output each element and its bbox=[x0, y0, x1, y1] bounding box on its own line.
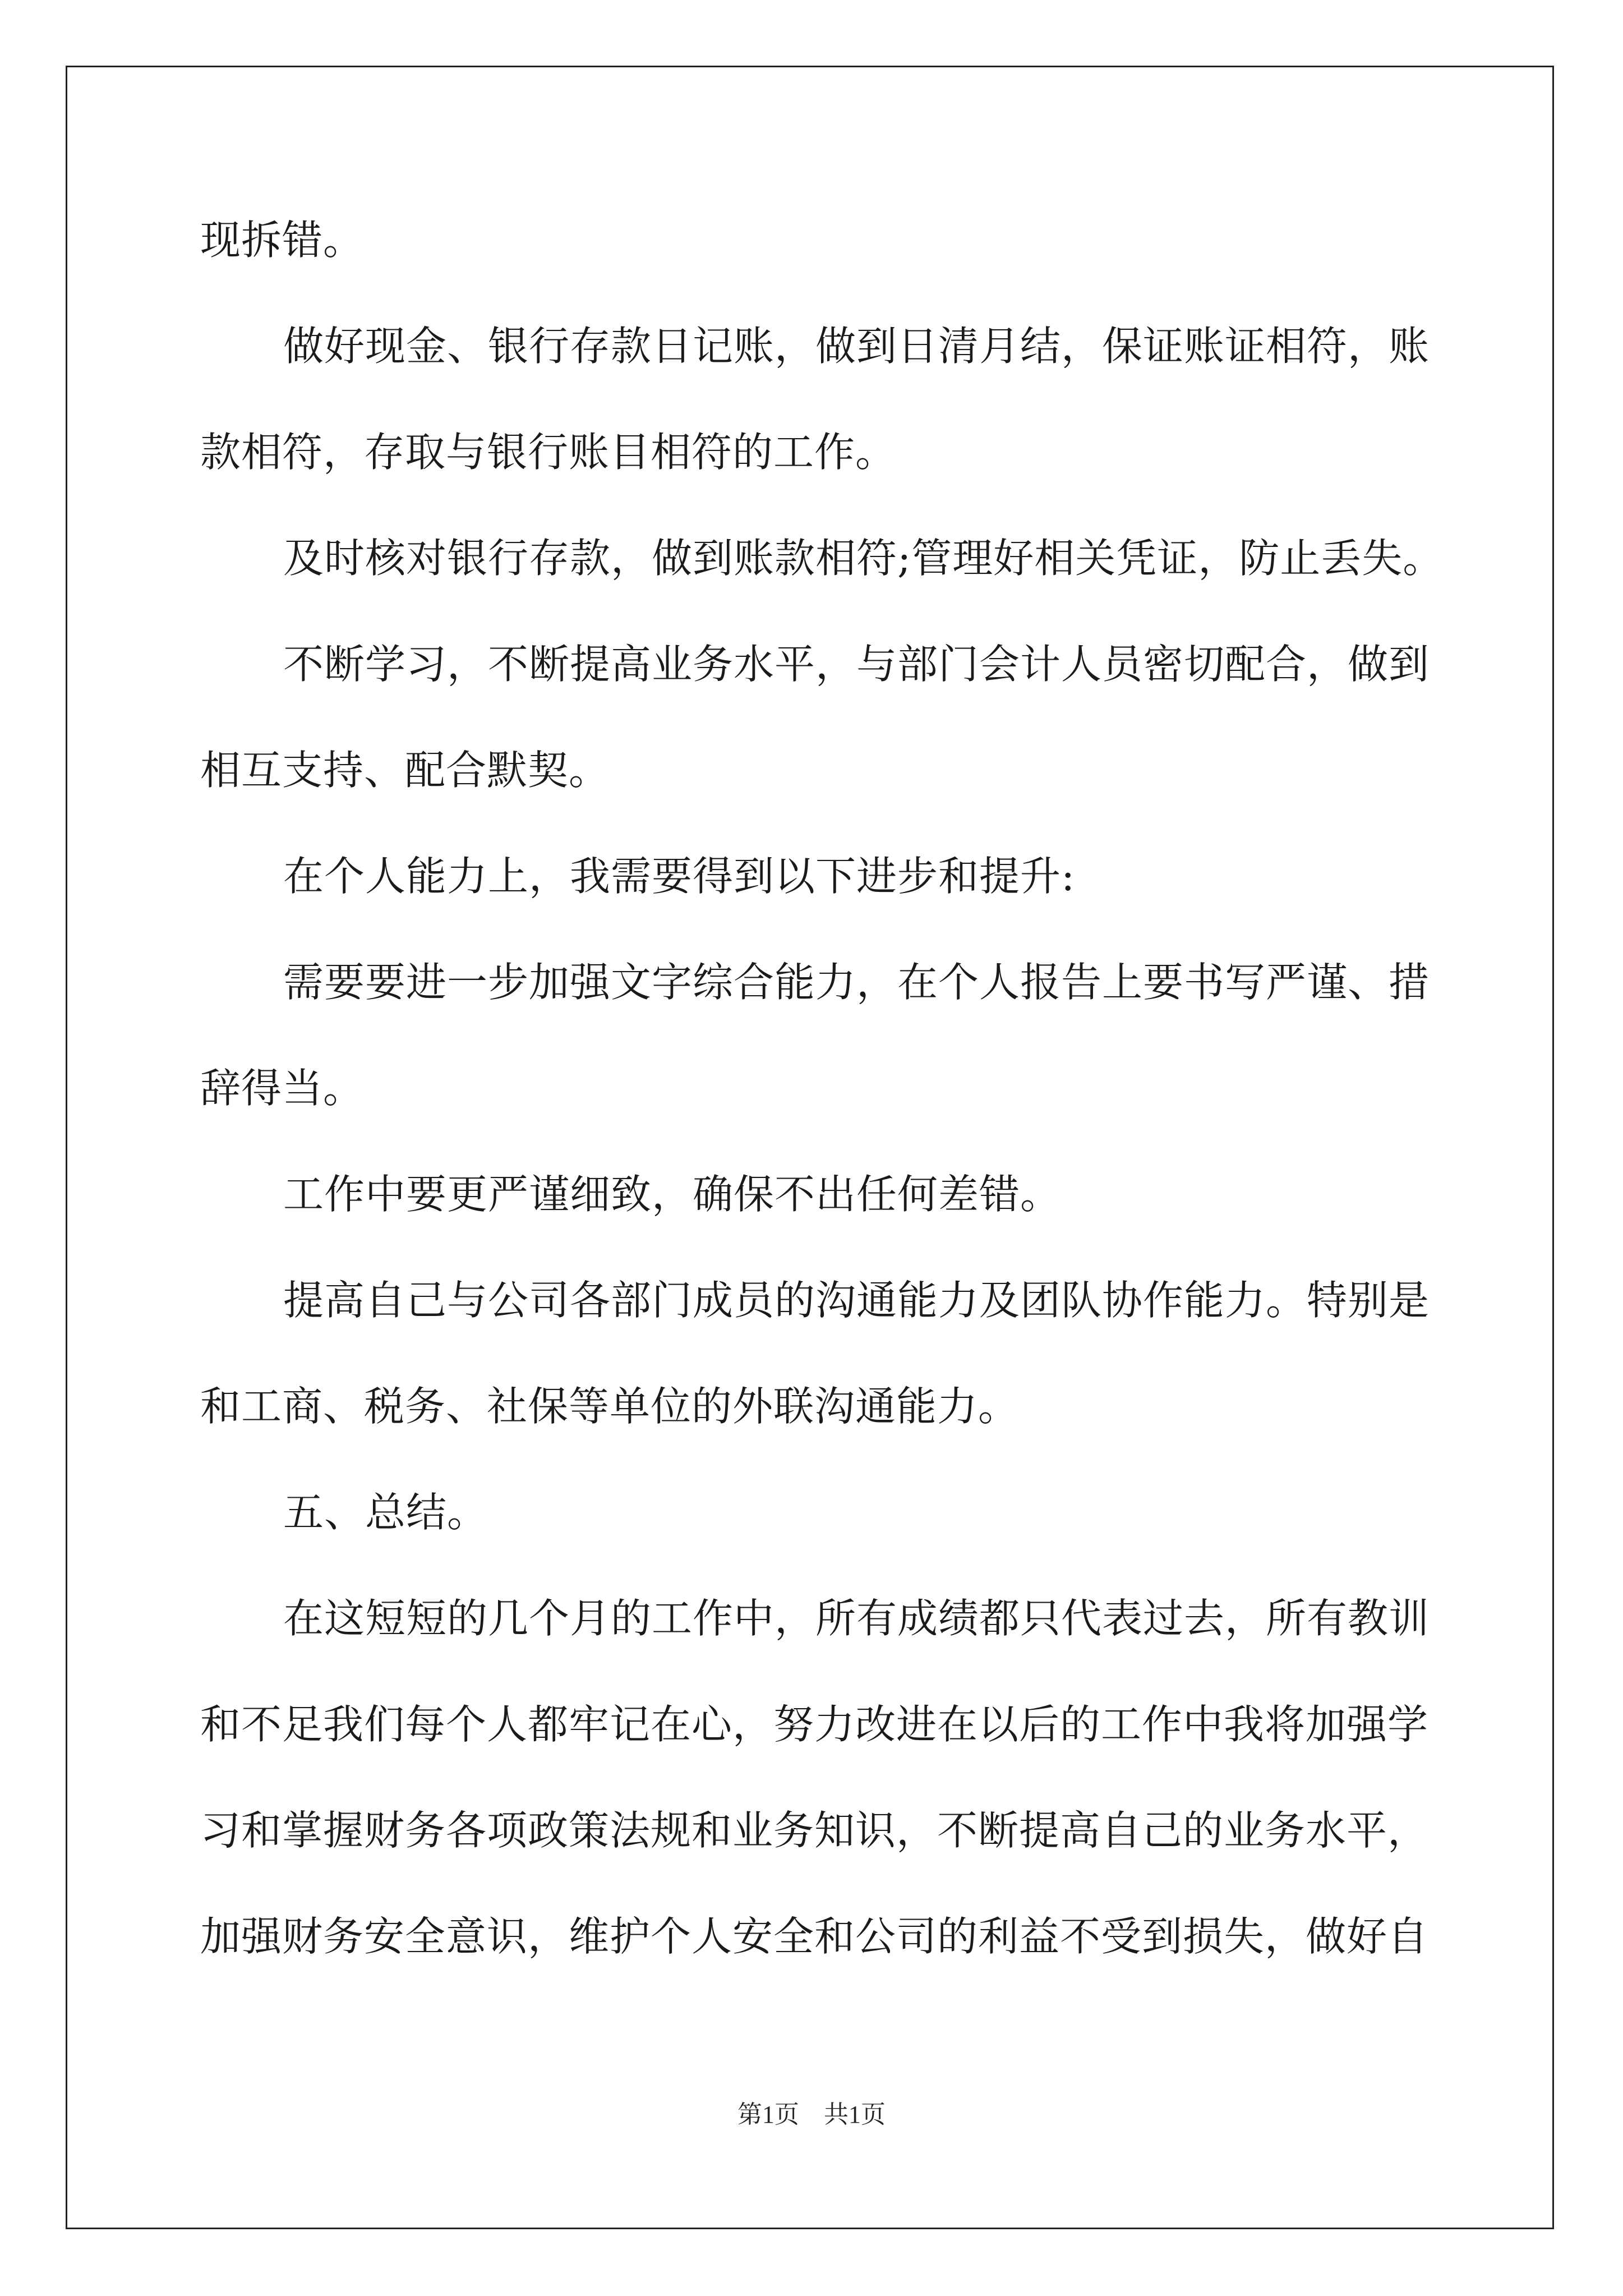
text-line: 和不足我们每个人都牢记在心，努力改进在以后的工作中我将加强学 bbox=[200, 1701, 1429, 1748]
text-line: 款相符，存取与银行账目相符的工作。 bbox=[200, 429, 897, 476]
text-line: 相互支持、配合默契。 bbox=[200, 747, 610, 794]
text-line: 加强财务安全意识，维护个人安全和公司的利益不受到损失，做好自 bbox=[200, 1913, 1429, 1960]
section-heading: 五、总结。 bbox=[283, 1489, 488, 1536]
text-line: 做好现金、银行存款日记账，做到日清月结，保证账证相符，账 bbox=[283, 323, 1430, 370]
text-line: 在个人能力上，我需要得到以下进步和提升: bbox=[283, 853, 1076, 900]
text-line: 辞得当。 bbox=[200, 1065, 365, 1112]
text-line: 和工商、税务、社保等单位的外联沟通能力。 bbox=[200, 1383, 1020, 1430]
text-line: 习和掌握财务各项政策法规和业务知识，不断提高自己的业务水平， bbox=[200, 1807, 1429, 1854]
text-line: 及时核对银行存款，做到账款相符;管理好相关凭证，防止丢失。 bbox=[283, 535, 1444, 582]
text-line: 不断学习，不断提高业务水平，与部门会计人员密切配合，做到 bbox=[283, 641, 1430, 688]
page-border bbox=[66, 66, 1554, 2229]
text-line: 提高自己与公司各部门成员的沟通能力及团队协作能力。特别是 bbox=[283, 1277, 1430, 1324]
text-line: 需要要进一步加强文字综合能力，在个人报告上要书写严谨、措 bbox=[283, 959, 1430, 1006]
text-line: 工作中要更严谨细致，确保不出任何差错。 bbox=[283, 1171, 1062, 1218]
text-line: 在这短短的几个月的工作中，所有成绩都只代表过去，所有教训 bbox=[283, 1595, 1430, 1642]
text-line: 现拆错。 bbox=[200, 217, 365, 264]
page-number-footer: 第1页 共1页 bbox=[737, 2101, 886, 2128]
